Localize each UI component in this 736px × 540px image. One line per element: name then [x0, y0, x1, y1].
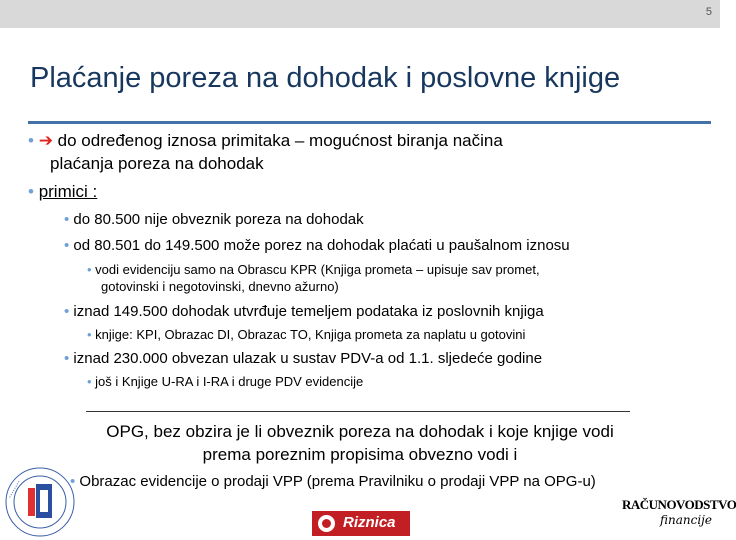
detail-text: vodi evidenciju samo na Obrascu KPR (Knjiga prometa – upisuje sav promet, — [95, 262, 540, 277]
racunovodstvo-logo-subtitle: financije — [660, 513, 712, 527]
bullet-text: primici : — [38, 182, 98, 201]
bullet-dot-icon: • — [87, 374, 96, 389]
sub-item-1 — [64, 211, 364, 228]
detail-text: knjige: KPI, Obrazac DI, Obrazac TO, Knjiga prometa za naplatu u gotovini — [95, 327, 526, 342]
sub-item-bold: iznad 230.000 — [73, 350, 168, 367]
sub-item-text: nije obveznik poreza na dohodak — [140, 211, 364, 228]
association-logo-icon — [0, 462, 80, 540]
racunovodstvo-logo — [622, 497, 736, 537]
bullet-dot-icon: • — [64, 303, 74, 320]
bullet-dot-icon: • — [70, 473, 80, 490]
bullet-dot-icon: • — [28, 131, 39, 150]
sub-item-3 — [64, 303, 544, 320]
detail-item-1-cont: gotovinski i negotovinski, dnevno ažurno) — [101, 279, 339, 294]
slide-number: 5 — [705, 6, 712, 18]
bullet-dot-icon: • — [28, 182, 39, 201]
opg-item — [70, 473, 596, 490]
bullet-dot-icon: • — [64, 237, 74, 254]
detail-text: još i Knjige U-RA i I-RA i druge PDV evidencije — [95, 374, 364, 389]
sub-item-bold: od 80.501 do 149.500 — [73, 237, 220, 254]
sub-item-bold: do 80.500 — [73, 211, 141, 228]
detail-item-3 — [87, 374, 363, 389]
sub-item-4 — [64, 350, 542, 367]
sub-item-2 — [64, 237, 570, 254]
slide-title: Plaćanje poreza na dohodak i poslovne knjige — [30, 62, 621, 94]
detail-item-1 — [87, 262, 540, 277]
arrow-right-icon: ➔ — [38, 131, 53, 150]
sub-item-text: može porez na dohodak plaćati u paušalnom iznosu — [219, 237, 570, 254]
sub-item-text: obvezan ulazak u sustav PDV-a od 1.1. sljedeće godine — [167, 350, 543, 367]
bullet-item-1 — [28, 131, 503, 151]
riznica-logo-text: Riznica — [343, 514, 396, 531]
section-divider — [86, 411, 630, 412]
sub-item-bold: iznad 149.500 — [73, 303, 168, 320]
sub-item-text: dohodak utvrđuje temeljem podataka iz poslovnih knjiga — [167, 303, 544, 320]
bullet-text: do određenog iznosa primitaka – mogućnost biranja načina — [57, 131, 503, 150]
bullet-dot-icon: • — [87, 327, 96, 342]
bullet-dot-icon: • — [64, 211, 74, 228]
detail-item-2 — [87, 327, 525, 342]
header-bar — [0, 0, 720, 28]
riznica-seal-icon — [316, 513, 337, 534]
bullet-item-1-cont: plaćanja poreza na dohodak — [50, 154, 264, 173]
opg-text-line-1: OPG, bez obzira je li obveznik poreza na dohodak i koje knjige vodi — [106, 422, 614, 441]
svg-text:• • • • • • • •: • • • • • • • • — [7, 479, 22, 499]
bullet-dot-icon: • — [87, 262, 96, 277]
racunovodstvo-logo-title: RAČUNOVODSTVO — [622, 497, 736, 512]
bullet-item-2 — [28, 182, 97, 202]
riznica-logo — [312, 511, 410, 536]
opg-item-text: Obrazac evidencije o prodaji VPP (prema Pravilniku o prodaji VPP na OPG-u) — [79, 473, 596, 490]
title-underline — [28, 121, 711, 124]
bullet-dot-icon: • — [64, 350, 74, 367]
opg-text-line-2: prema poreznim propisima obvezno vodi i — [202, 445, 518, 464]
